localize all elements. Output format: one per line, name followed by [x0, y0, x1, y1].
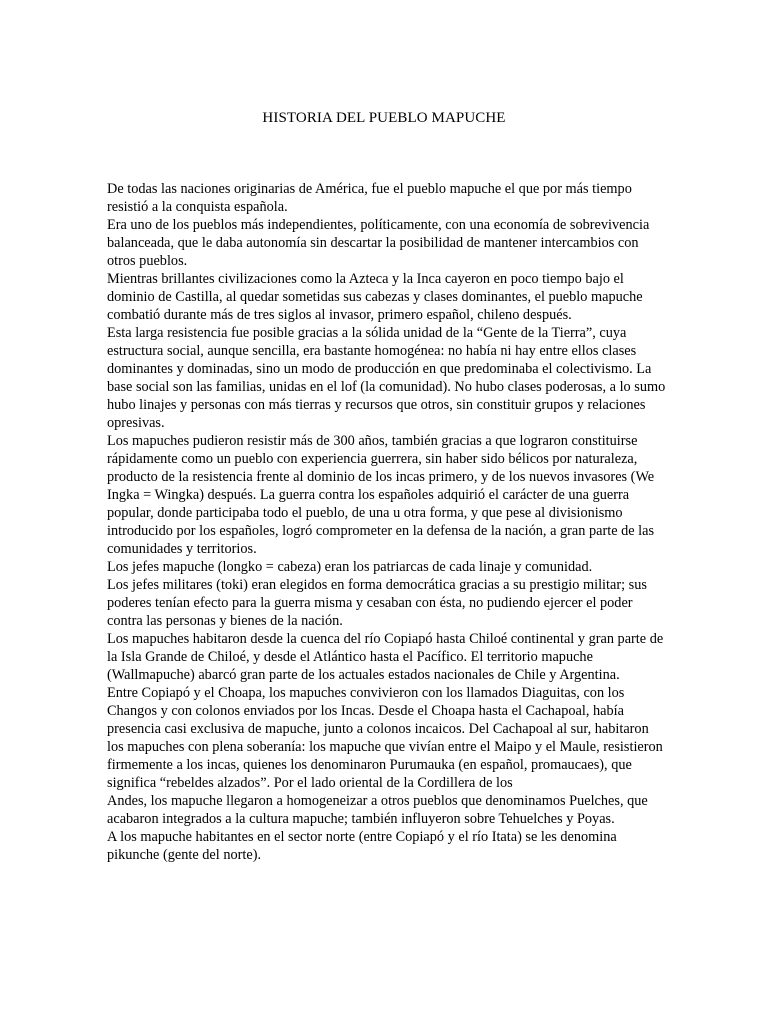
document-title: HISTORIA DEL PUEBLO MAPUCHE — [262, 110, 506, 126]
document-body — [107, 180, 667, 864]
paragraph: Andes, los mapuche llegaron a homogeneizar a otros pueblos que denominamos Puelches, que acabaron integrados a la cultura mapuche; también influyeron sobre Tehuelches y Poyas. — [107, 793, 648, 827]
paragraph: A los mapuche habitantes en el sector norte (entre Copiapó y el río Itata) se les denomina pikunche (gente del norte). — [107, 829, 617, 863]
paragraph: De todas las naciones originarias de América, fue el pueblo mapuche el que por más tiempo resistió a la conquista española. — [107, 181, 632, 215]
paragraph: Los jefes militares (toki) eran elegidos en forma democrática gracias a su prestigio militar; sus poderes tenían efecto para la guerra misma y cesaban con ésta, no pudiendo ejercer el poder contra las personas y bienes de la nación. — [107, 577, 647, 629]
paragraph: Entre Copiapó y el Choapa, los mapuches convivieron con los llamados Diaguitas, con los Changos y con colonos enviados por los Incas. Desde el Choapa hasta el Cachapoal, había presencia casi exclusiva de mapuche, junto a colonos incaicos. Del Cachapoal al sur, habitaron los mapuches con plena soberanía: los mapuche que vivían entre el Maipo y el Maule, resistieron firmemente a los incas, quienes los denominaron Purumauka (en español, promaucaes), que significa “rebeldes alzados”. Por el lado oriental de la Cordillera de los — [107, 685, 663, 791]
paragraph: Era uno de los pueblos más independientes, políticamente, con una economía de sobrevivencia balanceada, que le daba autonomía sin descartar la posibilidad de mantener intercambios con otros pueblos. — [107, 217, 650, 269]
paragraph: Mientras brillantes civilizaciones como la Azteca y la Inca cayeron en poco tiempo bajo el dominio de Castilla, al quedar sometidas sus cabezas y clases dominantes, el pueblo mapuche combatió durante más de tres siglos al invasor, primero español, chileno después. — [107, 271, 643, 323]
paragraph: Los mapuches habitaron desde la cuenca del río Copiapó hasta Chiloé continental y gran parte de la Isla Grande de Chiloé, y desde el Atlántico hasta el Pacífico. El territorio mapuche (Wallmapuche) abarcó gran parte de los actuales estados nacionales de Chile y Argentina. — [107, 631, 664, 683]
paragraph: Esta larga resistencia fue posible gracias a la sólida unidad de la “Gente de la Tierra”, cuya estructura social, aunque sencilla, era bastante homogénea: no había ni hay entre ellos clases dominantes y dominadas, sino un modo de producción en que predominaba el colectivismo. La base social son las familias, unidas en el lof (la comunidad). No hubo clases poderosas, a lo sumo hubo linajes y personas con más tierras y recursos que otros, sin constituir grupos y relaciones opresivas. — [107, 325, 666, 431]
paragraph: Los mapuches pudieron resistir más de 300 años, también gracias a que lograron constituirse rápidamente como un pueblo con experiencia guerrera, sin haber sido bélicos por naturaleza, producto de la resistencia frente al dominio de los incas primero, y de los nuevos invasores (We Ingka = Wingka) después. La guerra contra los españoles adquirió el carácter de una guerra popular, donde participaba todo el pueblo, de una u otra forma, y que pese al divisionismo introducido por los españoles, logró comprometer en la defensa de la nación, a gran parte de las comunidades y territorios. — [107, 433, 655, 557]
paragraph: Los jefes mapuche (longko = cabeza) eran los patriarcas de cada linaje y comunidad. — [107, 559, 593, 575]
